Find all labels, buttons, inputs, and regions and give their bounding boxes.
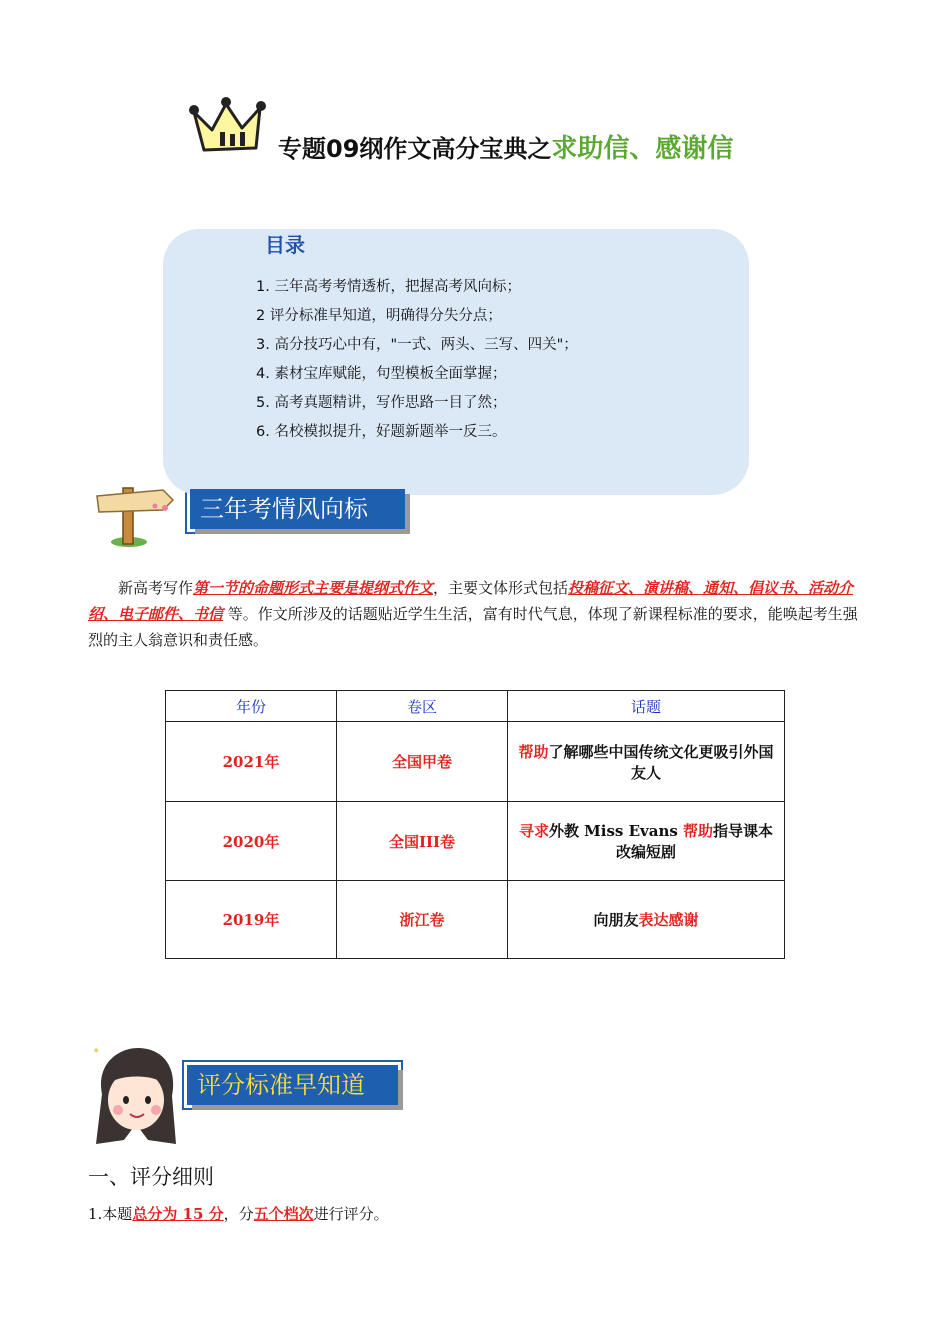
crown-icon [186,94,278,156]
cell-year: 2020年 [166,802,337,881]
rule-emphasis: 五个档次 [253,1205,314,1223]
signpost-icon [93,478,179,548]
rule-text: 进行评分。 [313,1205,389,1223]
intro-text: 等。作文所涉及的话题贴近学生生活，富有时代气息，体现了新课程标准的要求，能唤起考生强烈的主人翁意识和责任感。 [88,605,858,649]
page-title [278,128,733,165]
topic-fragment: 表达感谢 [638,911,699,929]
topic-fragment: 了解哪些中国传统文化更吸引外国友人 [548,742,774,782]
rule-emphasis: 总分为 15 分 [132,1205,224,1223]
intro-text: ，主要文体形式包括 [433,579,569,597]
table-row [166,802,785,881]
banner-text: 评分标准早知道 [197,1071,365,1099]
toc-item: 2 评分标准早知道，明确得分失分点； [256,308,502,324]
toc-heading: 目录 [265,233,305,257]
section-banner-exam-trends [190,489,405,529]
section-banner-scoring [187,1065,398,1105]
rule-text: ，分 [223,1205,254,1223]
exam-topic-table [165,690,785,959]
title-highlight: 求助信、感谢信 [551,134,734,164]
col-header-year: 年份 [166,691,337,722]
topic-fragment: 外教 Miss Evans [548,822,684,840]
cell-year: 2019年 [166,881,337,959]
toc-box [163,229,749,495]
table-row [166,722,785,802]
topic-fragment: 寻求 [518,822,549,840]
topic-fragment: 指导课本改编短剧 [615,822,774,861]
svg-text:✦: ✦ [92,1046,101,1057]
cell-topic [508,881,785,959]
cell-region: 全国III卷 [337,802,508,881]
cell-topic [508,802,785,881]
intro-emphasis: 投稿征文、演讲稿、通知、倡议书、活动介绍、电子邮件、书信 [88,579,854,623]
cell-region: 全国甲卷 [337,722,508,802]
intro-paragraph [88,575,868,653]
girl-avatar-icon [88,1044,184,1148]
topic-fragment: 帮助 [518,742,549,761]
toc-item: 1. 三年高考考情透析，把握高考风向标； [256,279,521,295]
banner-text: 三年考情风向标 [200,495,368,523]
table-header-row [166,691,785,722]
cell-region: 浙江卷 [337,881,508,959]
toc-item: 6. 名校模拟提升，好题新题举一反三。 [256,424,507,440]
cell-year: 2021年 [166,722,337,802]
toc-item: 3. 高分技巧心中有，"一式、两头、三写、四关"； [256,337,578,353]
topic-fragment: 帮助 [683,822,714,840]
table-row [166,881,785,959]
intro-text: 新高考写作 [118,579,194,597]
col-header-topic: 话题 [508,691,785,722]
intro-emphasis: 第一节的命题形式主要是提纲式作文 [193,579,434,597]
toc-item: 5. 高考真题精讲，写作思路一目了然； [256,395,507,411]
toc-item: 4. 素材宝库赋能，句型模板全面掌握； [256,366,507,382]
rule-text: 1.本题 [88,1205,133,1223]
scoring-rule [88,1203,389,1224]
title-prefix: 专题09纲作文高分宝典之 [278,135,552,163]
topic-fragment: 向朋友 [593,911,639,929]
cell-topic [508,722,785,802]
section-subheading: 一、评分细则 [88,1165,214,1189]
col-header-region: 卷区 [337,691,508,722]
